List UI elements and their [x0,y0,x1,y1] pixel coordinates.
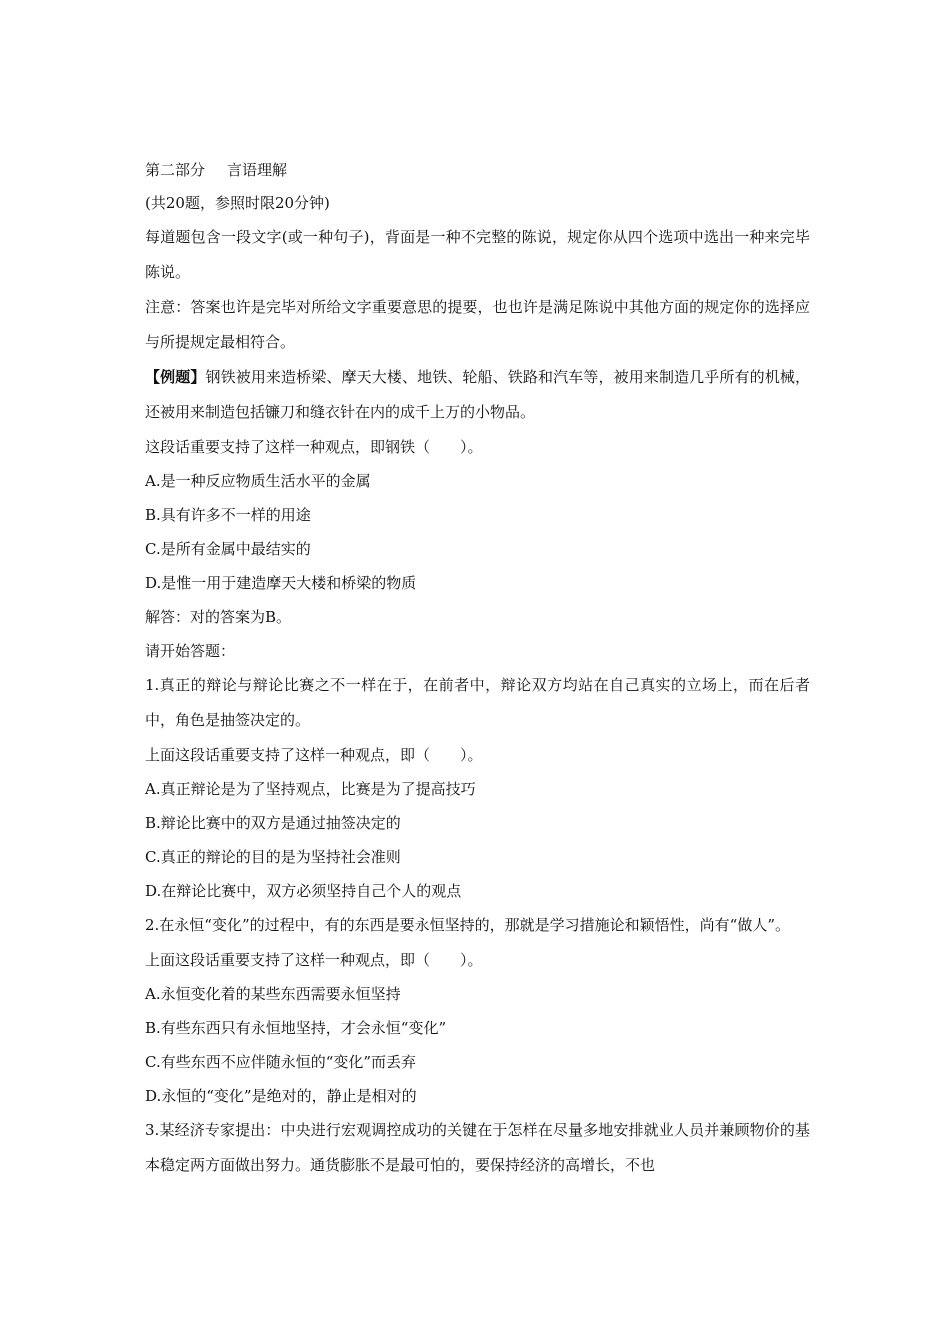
start-prompt: 请开始答题： [145,642,236,660]
question-1-stem: 上面这段话重要支持了这样一种观点，即（ ）。 [145,746,483,764]
example-passage: 钢铁被用来造桥梁、摩天大楼、地铁、轮船、铁路和汽车等，被用来制造几乎所有的机械，还被用来制造包括镰刀和缝衣针在内的成千上万的小物品。 [145,368,810,421]
question-2-option-c: C.有些东西不应伴随永恒的“变化”而丢弃 [145,1053,417,1071]
question-2-option-b: B.有些东西只有永恒地坚持，才会永恒“变化” [145,1019,447,1037]
section-heading [145,154,810,187]
question-3-passage: 3.某经济专家提出：中央进行宏观调控成功的关键在于怎样在尽量多地安排就业人员并兼顾物价的基本稳定两方面做出努力。通货膨胀不是最可怕的，要保持经济的高增长，不也 [145,1121,810,1174]
example-option-b: B.具有许多不一样的用途 [145,506,311,524]
example-answer: 解答：对的答案为B。 [145,608,292,626]
example-option-d: D.是惟一用于建造摩天大楼和桥梁的物质 [145,574,417,592]
example-paragraph [145,360,810,430]
example-label: 【例题】 [145,368,206,386]
question-1-option-a: A.真正辩论是为了坚持观点，比赛是为了提高技巧 [145,780,476,798]
example-option-a: A.是一种反应物质生活水平的金属 [145,472,371,490]
section-part: 第二部分 [145,161,206,179]
section-name: 言语理解 [227,161,288,179]
question-1-option-d: D.在辩论比赛中，双方必须坚持自己个人的观点 [145,882,462,900]
question-1-option-c: C.真正的辩论的目的是为坚持社会准则 [145,848,401,866]
example-option-c: C.是所有金属中最结实的 [145,540,311,558]
note-paragraph: 注意：答案也许是完毕对所给文字重要意思的提要，也也许是满足陈说中其他方面的规定你的选择应与所提规定最相符合。 [145,298,810,351]
question-2-stem: 上面这段话重要支持了这样一种观点，即（ ）。 [145,951,483,969]
question-1-passage: 1.真正的辩论与辩论比赛之不一样在于，在前者中，辩论双方均站在自己真实的立场上，而在后者中，角色是抽签决定的。 [145,676,810,729]
example-stem: 这段话重要支持了这样一种观点，即钢铁（ ）。 [145,438,483,456]
question-1-option-b: B.辩论比赛中的双方是通过抽签决定的 [145,814,401,832]
section-meta: (共20题，参照时限20分钟) [145,194,330,212]
question-2-option-a: A.永恒变化着的某些东西需要永恒坚持 [145,985,401,1003]
instructions-paragraph: 每道题包含一段文字(或一种句子)，背面是一种不完整的陈说，规定你从四个选项中选出一种来完毕陈说。 [145,228,810,281]
question-2-passage: 2.在永恒“变化”的过程中，有的东西是要永恒坚持的，那就是学习措施论和颖悟性，尚有“做人”。 [145,916,790,934]
document-page [145,154,810,1183]
question-2-option-d: D.永恒的“变化”是绝对的，静止是相对的 [145,1087,417,1105]
